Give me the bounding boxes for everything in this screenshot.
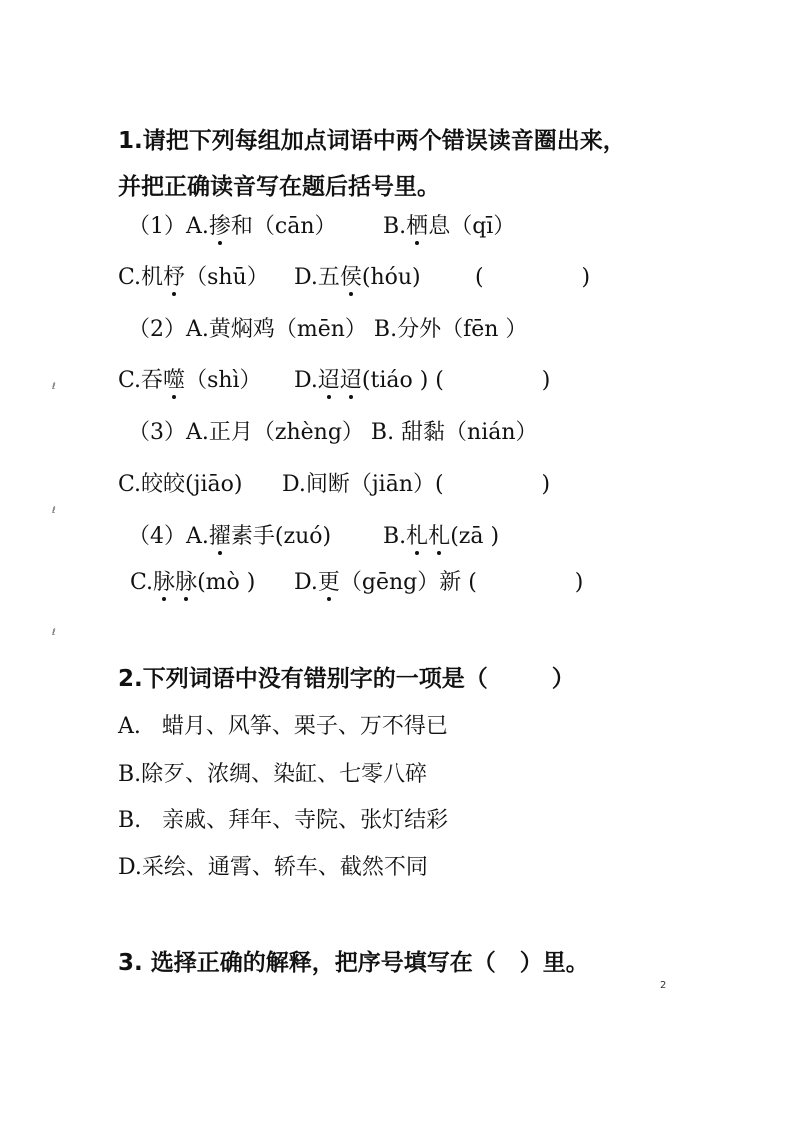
q1-group4-line1 (128, 522, 331, 552)
q1-g4-b-label: B. (383, 524, 407, 549)
q2-title: 2.下列词语中没有错别字的一项是（ ） (118, 666, 575, 692)
q1-g4-d-rest: （gēng）新 ( ) (339, 570, 584, 595)
q1-g1-b-rest: 息（qī） (428, 214, 516, 239)
q1-g4-a-rest: 素手(zuó) (230, 524, 332, 549)
q1-g4-b-rest: (zā ) (450, 524, 500, 549)
q1-g4-b-dotted-char-2: 札 (428, 524, 451, 549)
q2-option-d: D.采绘、通霄、轿车、截然不同 (118, 855, 428, 880)
q1-group1-answer-blank[interactable]: ( ) (475, 265, 591, 290)
q1-group1-line2 (118, 263, 269, 293)
q1-g1-d-dotted-char: 侯 (339, 265, 362, 290)
q1-title-line2: 并把正确读音写在题后括号里。 (118, 174, 440, 200)
q1-g4-c-dotted-char-1: 脉 (153, 570, 176, 595)
q1-g2-d-dotted-char-2: 迢 (339, 368, 362, 393)
q1-group3-option-c: C.皎皎(jiāo) (118, 472, 243, 497)
q1-g1-c-dotted-char: 杼 (163, 265, 186, 290)
q1-g4-c-dotted-char-2: 脉 (175, 570, 198, 595)
q1-g4-a-dotted-char: 擢 (208, 524, 231, 549)
q3-title: 3. 选择正确的解释，把序号填写在（ ）里。 (118, 950, 589, 976)
q2-option-c: B. 亲戚、拜年、寺院、张灯结彩 (118, 808, 449, 833)
q1-g4-b-dotted-char-1: 札 (406, 524, 429, 549)
q1-g4-d-dotted-char: 更 (317, 570, 340, 595)
q1-group2-line2 (118, 366, 262, 396)
q1-group4-option-b (383, 522, 499, 552)
q1-group3-line1: （3）A.正月（zhèng） B. 甜黏（nián） (128, 420, 538, 445)
q1-g2-d-rest: (tiáo ) ( ) (361, 368, 551, 393)
q1-group1-option-b (383, 212, 515, 242)
q1-g2-c-dotted-char: 噬 (163, 368, 186, 393)
page-number: 2 (660, 980, 667, 991)
q1-g1-prefix: （1）A. (128, 214, 209, 239)
q1-group2-option-d (294, 366, 550, 396)
q2-option-a: A. 蜡月、风筝、栗子、万不得已 (118, 714, 448, 739)
q1-g1-c-rest: （shū） (185, 265, 269, 290)
q1-group4-option-c (130, 568, 255, 598)
q1-group3-option-d: D.间断（jiān）( ) (282, 472, 551, 497)
q1-g4-c-rest: (mò ) (197, 570, 256, 595)
q1-g2-c-rest: （shì） (185, 368, 262, 393)
q1-g4-prefix: （4）A. (128, 524, 209, 549)
q1-g1-b-dotted-char: 栖 (406, 214, 429, 239)
q1-g1-a-dotted-char: 掺 (208, 214, 231, 239)
q1-g4-d-label: D. (294, 570, 318, 595)
q2-option-b: B.除歹、浓绸、染缸、七零八碎 (118, 762, 428, 787)
q1-g1-a-rest: 和（cān） (230, 214, 337, 239)
q1-g1-c-label: C.机 (118, 265, 164, 290)
q1-title-line1: 1.请把下列每组加点词语中两个错误读音圈出来， (118, 128, 626, 154)
margin-mark: ℓ (52, 628, 56, 638)
q1-group1-option-d (294, 263, 421, 293)
q1-group2-line1: （2）A.黄焖鸡（mēn） B.分外（fēn ） (128, 317, 528, 342)
margin-mark: ℓ (52, 506, 56, 516)
q1-g2-d-label: D. (294, 368, 318, 393)
q1-g2-c-label: C.吞 (118, 368, 164, 393)
q1-g1-d-label: D.五 (294, 265, 340, 290)
q1-group1-line1 (128, 212, 337, 242)
q1-group4-option-d (294, 568, 583, 598)
q1-g1-b-label: B. (383, 214, 407, 239)
q1-g1-d-rest: (hóu) (361, 265, 421, 290)
q1-g2-d-dotted-char-1: 迢 (317, 368, 340, 393)
q1-g4-c-label: C. (130, 570, 154, 595)
margin-mark: ℓ (52, 382, 56, 392)
